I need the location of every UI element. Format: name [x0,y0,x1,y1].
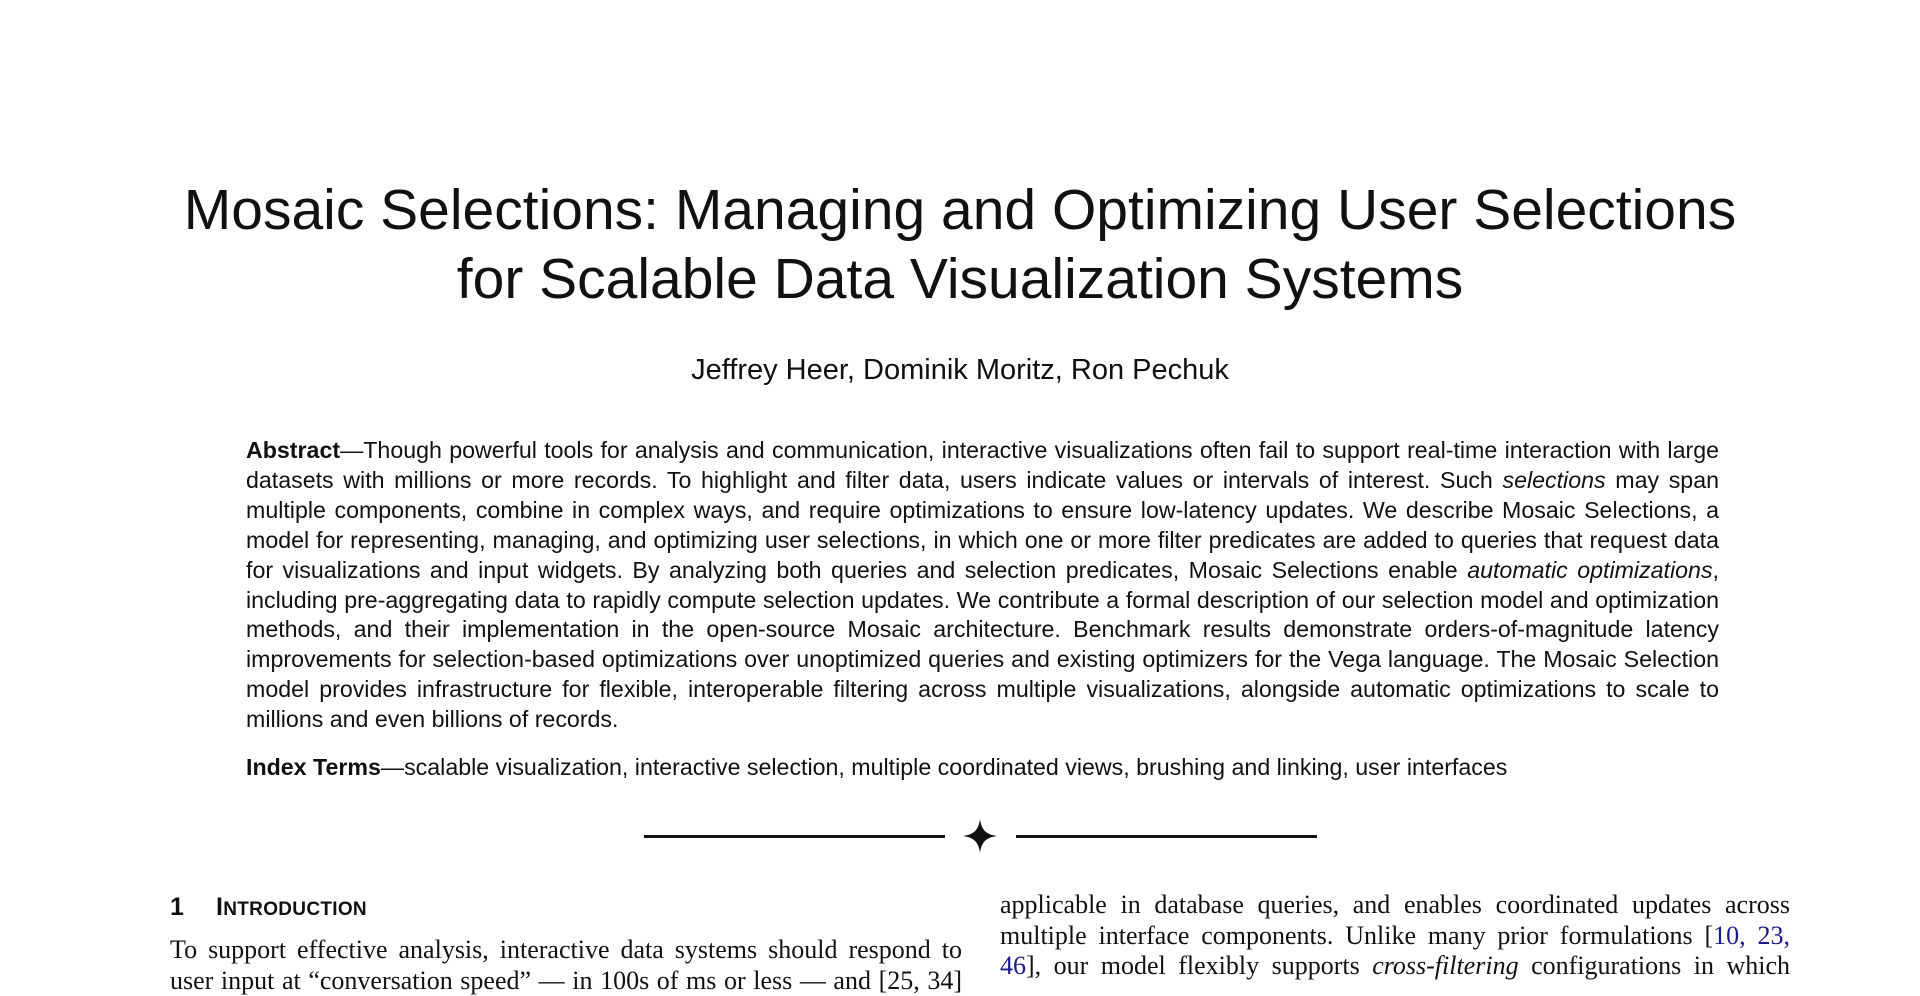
right-column-line-2 [1000,921,1790,952]
four-point-star-icon [962,818,998,854]
divider-rule-right [1016,835,1317,838]
left-column-line-2: user input at “conversation speed” — in 100s of ms or less — and [25, 34] [170,966,962,996]
abstract-label: Abstract [246,437,340,463]
right-column-body [1000,890,1790,982]
citation-link[interactable]: 10, 23, [1713,921,1790,950]
right-column-line-2-text: multiple interface components. Unlike many prior formulations [ [1000,921,1713,950]
abstract-emphasis-selections: selections [1502,467,1605,493]
left-column-line-1: To support effective analysis, interactive data systems should respond to [170,935,962,966]
citation-link[interactable]: 46 [1000,951,1026,980]
divider-rule-left [644,835,945,838]
section-title-initial: I [216,893,223,921]
author-list: Jeffrey Heer, Dominik Moritz, Ron Pechuk [0,352,1920,388]
section-divider [644,818,1317,854]
right-column-line-1: applicable in database queries, and enables coordinated updates across [1000,890,1790,921]
section-heading-introduction [170,892,367,925]
section-title-rest: NTRODUCTION [223,899,367,920]
index-terms-dash: — [381,754,404,780]
index-terms-text: scalable visualization, interactive selection, multiple coordinated views, brushing and linking, user interfaces [404,754,1507,780]
abstract-text-3: , including pre-aggregating data to rapidly compute selection updates. We contribute a formal description of our selection model and optimization methods, and their implementation in the open-source Mosaic architecture. Benchmark results demonstrate orders-of-magnitude latency improvements for selection-based optimizations over unoptimized queries and existing optimizers for the Vega language. The Mosaic Selection model provides infrastructure for flexible, interoperable filtering across multiple visualizations, alongside automatic optimizations to scale to millions and even billions of records. [246,557,1719,733]
right-column-line-3 [1000,951,1790,982]
abstract-text-2: may span multiple components, combine in complex ways, and require optimizations to ensure low-latency updates. We describe Mosaic Selections, a model for representing, managing, and optimizing user selections, in which one or more filter predicates are added to queries that request data for visualizations and input widgets. By analyzing both queries and selection predicates, Mosaic Selections enable [246,467,1719,583]
abstract-emphasis-automatic-optimizations: automatic optimizations [1467,557,1712,583]
abstract [246,436,1719,735]
right-column-line-3-text-a: ], our model flexibly supports [1026,951,1372,980]
abstract-dash: — [340,437,363,463]
index-terms [246,752,1719,782]
index-terms-label: Index Terms [246,754,381,780]
section-number: 1 [170,892,216,922]
left-column-body [170,935,962,996]
title-line-2: for Scalable Data Visualization Systems [0,245,1920,314]
title-line-1: Mosaic Selections: Managing and Optimizing User Selections [0,176,1920,245]
right-column-line-3-text-b: configurations in which [1519,951,1790,980]
paper-title [0,176,1920,314]
right-column-emphasis-cross-filtering: cross-filtering [1372,951,1518,980]
abstract-text-1: Though powerful tools for analysis and communication, interactive visualizations often fail to support real-time interaction with large datasets with millions or more records. To highlight and filter data, users indicate values or intervals of interest. Such [246,437,1719,493]
